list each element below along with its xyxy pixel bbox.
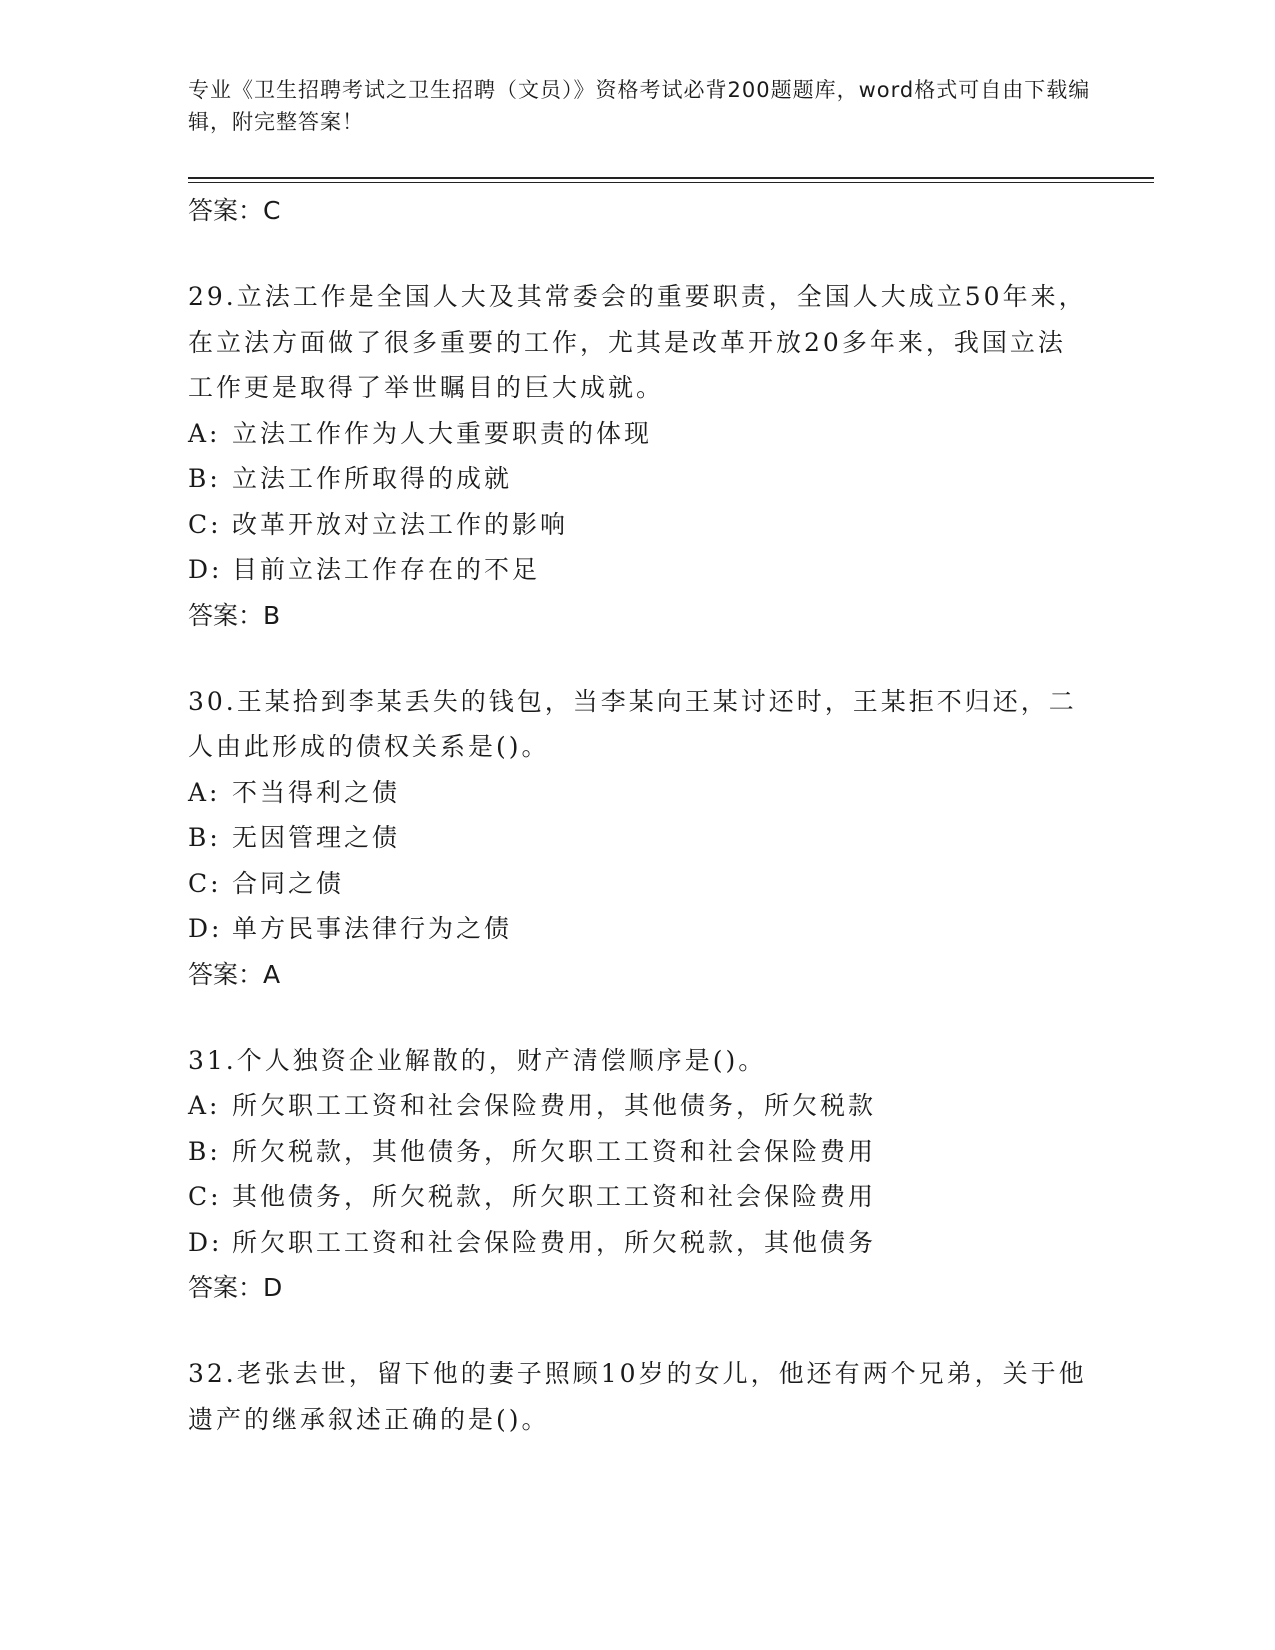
question-32 <box>188 1351 1088 1442</box>
option-letter: B: <box>188 823 221 852</box>
option-text: 其他债务，所欠税款，所欠职工工资和社会保险费用 <box>232 1182 877 1211</box>
option-c <box>188 1174 1088 1220</box>
option-c <box>188 502 1088 548</box>
option-text: 合同之债 <box>232 868 345 898</box>
option-text: 改革开放对立法工作的影响 <box>232 509 569 539</box>
option-letter: D: <box>188 1227 223 1257</box>
option-b <box>188 815 1088 861</box>
option-letter: D: <box>188 555 223 584</box>
answer-label: 答案：A <box>188 959 281 989</box>
question-31 <box>188 1038 1088 1312</box>
option-text: 立法工作作为人大重要职责的体现 <box>232 418 653 448</box>
option-text: 单方民事法律行为之债 <box>232 914 513 943</box>
question-stem: 30.王某拾到李某丢失的钱包，当李某向王某讨还时，王某拒不归还，二人由此形成的债权关系是()。 <box>188 686 1077 761</box>
option-letter: C: <box>188 509 222 539</box>
option-letter: C: <box>188 868 222 898</box>
question-stem: 29.立法工作是全国人大及其常委会的重要职责，全国人大成立50年来，在立法方面做了很多重要的工作，尤其是改革开放20多年来，我国立法工作更是取得了举世瞩目的巨大成就。 <box>188 282 1087 402</box>
page-header: 专业《卫生招聘考试之卫生招聘（文员）》资格考试必背200题题库，word格式可自由下载编辑，附完整答案！ <box>188 78 1091 134</box>
option-text: 所欠职工工资和社会保险费用，所欠税款，其他债务 <box>232 1227 877 1257</box>
answer-label: 答案：D <box>188 1273 283 1302</box>
option-d <box>188 906 1088 952</box>
option-letter: D: <box>188 914 223 943</box>
header-rule-thin <box>188 182 1154 183</box>
option-text: 不当得利之债 <box>232 777 401 807</box>
question-list <box>188 188 1088 1442</box>
option-text: 所欠职工工资和社会保险费用，其他债务，所欠税款 <box>232 1091 877 1120</box>
option-letter: B: <box>188 1136 221 1166</box>
option-letter: A: <box>188 1091 221 1120</box>
option-text: 所欠税款，其他债务，所欠职工工资和社会保险费用 <box>232 1136 877 1166</box>
option-text: 立法工作所取得的成就 <box>232 464 513 493</box>
option-text: 目前立法工作存在的不足 <box>232 555 541 584</box>
question-30 <box>188 679 1088 998</box>
header-rule-thick <box>188 177 1154 179</box>
option-letter: B: <box>188 464 221 493</box>
option-b <box>188 1129 1088 1175</box>
option-letter: C: <box>188 1182 222 1211</box>
answer-label: 答案：B <box>188 600 281 630</box>
question-29 <box>188 274 1088 639</box>
option-d <box>188 547 1088 593</box>
option-letter: A: <box>188 777 221 807</box>
option-a <box>188 1083 1088 1129</box>
answer-label: 答案：C <box>188 196 281 225</box>
option-a <box>188 770 1088 816</box>
option-b <box>188 456 1088 502</box>
question-stem: 31.个人独资企业解散的，财产清偿顺序是()。 <box>188 1045 767 1075</box>
option-c <box>188 861 1088 907</box>
question-stem: 32.老张去世，留下他的妻子照顾10岁的女儿，他还有两个兄弟，关于他遗产的继承叙述正确的是()。 <box>188 1359 1087 1434</box>
option-letter: A: <box>188 418 221 448</box>
option-text: 无因管理之债 <box>232 823 401 852</box>
option-d <box>188 1220 1088 1266</box>
option-a <box>188 411 1088 457</box>
